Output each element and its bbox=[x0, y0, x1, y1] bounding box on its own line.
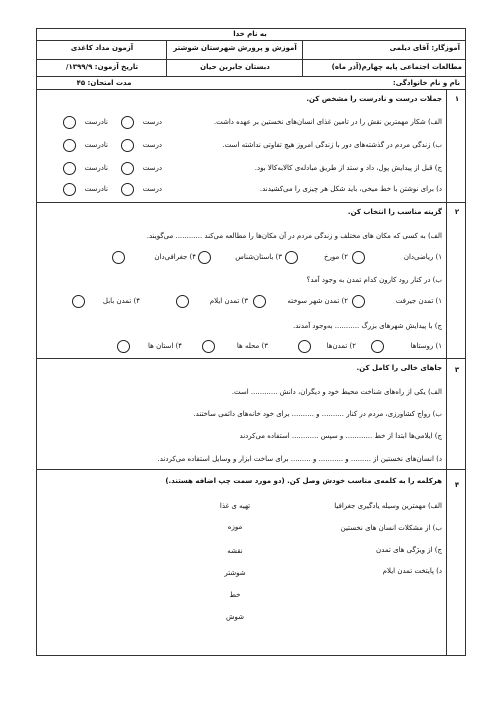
q4-number: ۴ bbox=[454, 481, 460, 489]
q4-right-item-5: خط bbox=[229, 591, 241, 599]
q2-a-opt-2: ۲) مورخ bbox=[324, 253, 348, 261]
q2-c-opt-2-radio[interactable] bbox=[298, 340, 311, 353]
q1-d-true-radio[interactable] bbox=[121, 183, 134, 196]
exam-date-label: تاریخ آزمون: ۱۳۹۹/۹/ bbox=[65, 63, 139, 71]
q3-number: ۳ bbox=[454, 366, 460, 374]
q1-item-b: ب) زندگی مردم در گذشته‌های دور با زندگی امروز هیچ تفاوتی نداشته است. bbox=[222, 141, 442, 149]
q3-item-c: ج) ایلامی‌ها ابتدا از خط ............ و سپس ............ استفاده می‌کردند bbox=[239, 432, 442, 440]
q2-a-opt-2-radio[interactable] bbox=[285, 251, 298, 264]
q1-item-a: الف) شکار مهمترین نقش را در تامین غذای انسان‌های نخستین بر عهده داشت. bbox=[213, 118, 442, 126]
q2-c-opt-3-radio[interactable] bbox=[202, 340, 215, 353]
q2-a-opt-1: ۱) ریاضی‌دان bbox=[403, 253, 442, 261]
q4-right-item-4: شوشتر bbox=[224, 569, 246, 577]
q2-b-opt-4-radio[interactable] bbox=[72, 295, 85, 308]
q2-c-text: ج) با پیدایش شهرهای بزرگ ........... به‌وجود آمدند. bbox=[292, 322, 442, 330]
q1-b-true-radio[interactable] bbox=[121, 139, 134, 152]
subject-label: مطالعات اجتماعی پایه چهارم(آذر ماه) bbox=[331, 63, 462, 71]
exam-type-label: آزمون مداد کاغذی bbox=[70, 44, 134, 52]
q2-b-opt-3: ۳) تمدن ایلام bbox=[209, 297, 248, 305]
q1-c-false-label: نادرست bbox=[84, 164, 108, 172]
q2-b-opt-2-radio[interactable] bbox=[253, 295, 266, 308]
department-label: آموزش و پرورش شهرستان شوشتر bbox=[173, 44, 297, 52]
q2-b-opt-2: ۲) تمدن شهر سوخته bbox=[287, 297, 348, 305]
q1-c-false-radio[interactable] bbox=[63, 162, 76, 175]
q1-a-true-label: درست bbox=[142, 118, 162, 126]
q1-a-false-radio[interactable] bbox=[63, 116, 76, 129]
q2-c-opt-1: ۱) روستاها bbox=[410, 342, 442, 350]
q2-c-opt-4: ۴) استان ها bbox=[148, 342, 182, 350]
duration-label: مدت امتحان: ۴۵ bbox=[76, 79, 132, 87]
q2-a-opt-1-radio[interactable] bbox=[352, 251, 365, 264]
q4-title: هرکلمه را به کلمه‌ی مناسب خودش وصل کن. (دو مورد سمت چپ اضافه هستند.) bbox=[165, 477, 442, 485]
q2-c-opt-2: ۲) تمدن‌ها bbox=[326, 342, 356, 350]
q2-c-opt-1-radio[interactable] bbox=[371, 340, 384, 353]
q2-a-text: الف) به کسی که مکان های مختلف و زندگی مردم در آن مکان‌ها را مطالعه می‌کند ............ می‌گویند. bbox=[146, 232, 442, 240]
q2-title: گزینه مناسب را انتخاب کن. bbox=[347, 208, 442, 216]
q1-b-false-label: نادرست bbox=[84, 141, 108, 149]
q1-b-true-label: درست bbox=[142, 141, 162, 149]
q1-d-true-label: درست bbox=[142, 185, 162, 193]
q2-a-opt-3-radio[interactable] bbox=[198, 251, 211, 264]
q1-a-false-label: نادرست bbox=[84, 118, 108, 126]
q4-left-item-b: ب) از مشکلات انسان های نخستین bbox=[340, 524, 442, 532]
teacher-label: آموزگار: آقای دیلمی bbox=[389, 44, 460, 52]
page-title: به نام خدا bbox=[233, 30, 267, 38]
q4-left-item-a: الف) مهمترین وسیله یادگیری جغرافیا bbox=[334, 502, 442, 510]
q1-title: جملات درست و نادرست را مشخص کن. bbox=[306, 95, 442, 103]
q3-title: جاهای خالی را کامل کن. bbox=[356, 364, 442, 372]
q2-c-opt-3: ۳) محله ها bbox=[236, 342, 268, 350]
q1-item-d: د) برای نوشتن با خط میخی، باید شکل هر چیزی را می‌کشیدند. bbox=[259, 185, 442, 193]
q2-b-text: ب) در کنار رود کارون کدام تمدن به وجود آمد؟ bbox=[306, 276, 442, 284]
q4-right-item-2: موزه bbox=[227, 523, 243, 531]
q1-d-false-radio[interactable] bbox=[63, 183, 76, 196]
q2-a-opt-3: ۳) باستان‌شناس bbox=[235, 253, 282, 261]
q4-left-item-c: ج) از ویژگی های تمدن bbox=[376, 546, 442, 554]
q2-c-opt-4-radio[interactable] bbox=[117, 340, 130, 353]
q2-a-opt-4-radio[interactable] bbox=[112, 251, 125, 264]
q1-b-false-radio[interactable] bbox=[63, 139, 76, 152]
q2-number: ۲ bbox=[454, 208, 460, 216]
q2-b-opt-1-radio[interactable] bbox=[352, 295, 365, 308]
q1-a-true-radio[interactable] bbox=[121, 116, 134, 129]
q4-right-item-6: شوش bbox=[225, 613, 245, 621]
q3-item-a: الف) یکی از راه‌های شناخت محیط خود و دیگران، دانش ............ است. bbox=[231, 388, 442, 396]
q2-b-opt-1: ۱) تمدن جیرفت bbox=[395, 297, 442, 305]
q2-b-opt-3-radio[interactable] bbox=[176, 295, 189, 308]
q1-number: ۱ bbox=[454, 95, 460, 103]
student-name-label: نام و نام خانوادگی: bbox=[392, 79, 460, 87]
school-label: دبستان جابربن حیان bbox=[200, 63, 270, 71]
q2-a-opt-4: ۴) جغرافی‌دان bbox=[154, 253, 196, 261]
q4-right-item-3: نقشه bbox=[227, 547, 243, 555]
q4-right-item-1: تهیه ی غذا bbox=[219, 502, 251, 510]
q1-c-true-label: درست bbox=[142, 164, 162, 172]
q3-item-d: د) انسان‌های نخستین از ......... و ........... و ......... برای ساخت ابزار و وسایل استفاده می‌کردند. bbox=[157, 455, 442, 463]
q1-c-true-radio[interactable] bbox=[121, 162, 134, 175]
q3-item-b: ب) رواج کشاورزی، مردم در کنار .......... و .......... برای خود خانه‌های دائمی ساختند. bbox=[193, 410, 442, 418]
q2-b-opt-4: ۴) تمدن بابل bbox=[102, 297, 140, 305]
q1-d-false-label: نادرست bbox=[84, 185, 108, 193]
q1-item-c: ج) قبل از پیدایش پول، داد و ستد از طریق مبادله‌ی کالا‌به‌کالا بود. bbox=[254, 164, 442, 172]
q4-left-item-d: د) پایتخت تمدن ایلام bbox=[382, 567, 442, 575]
